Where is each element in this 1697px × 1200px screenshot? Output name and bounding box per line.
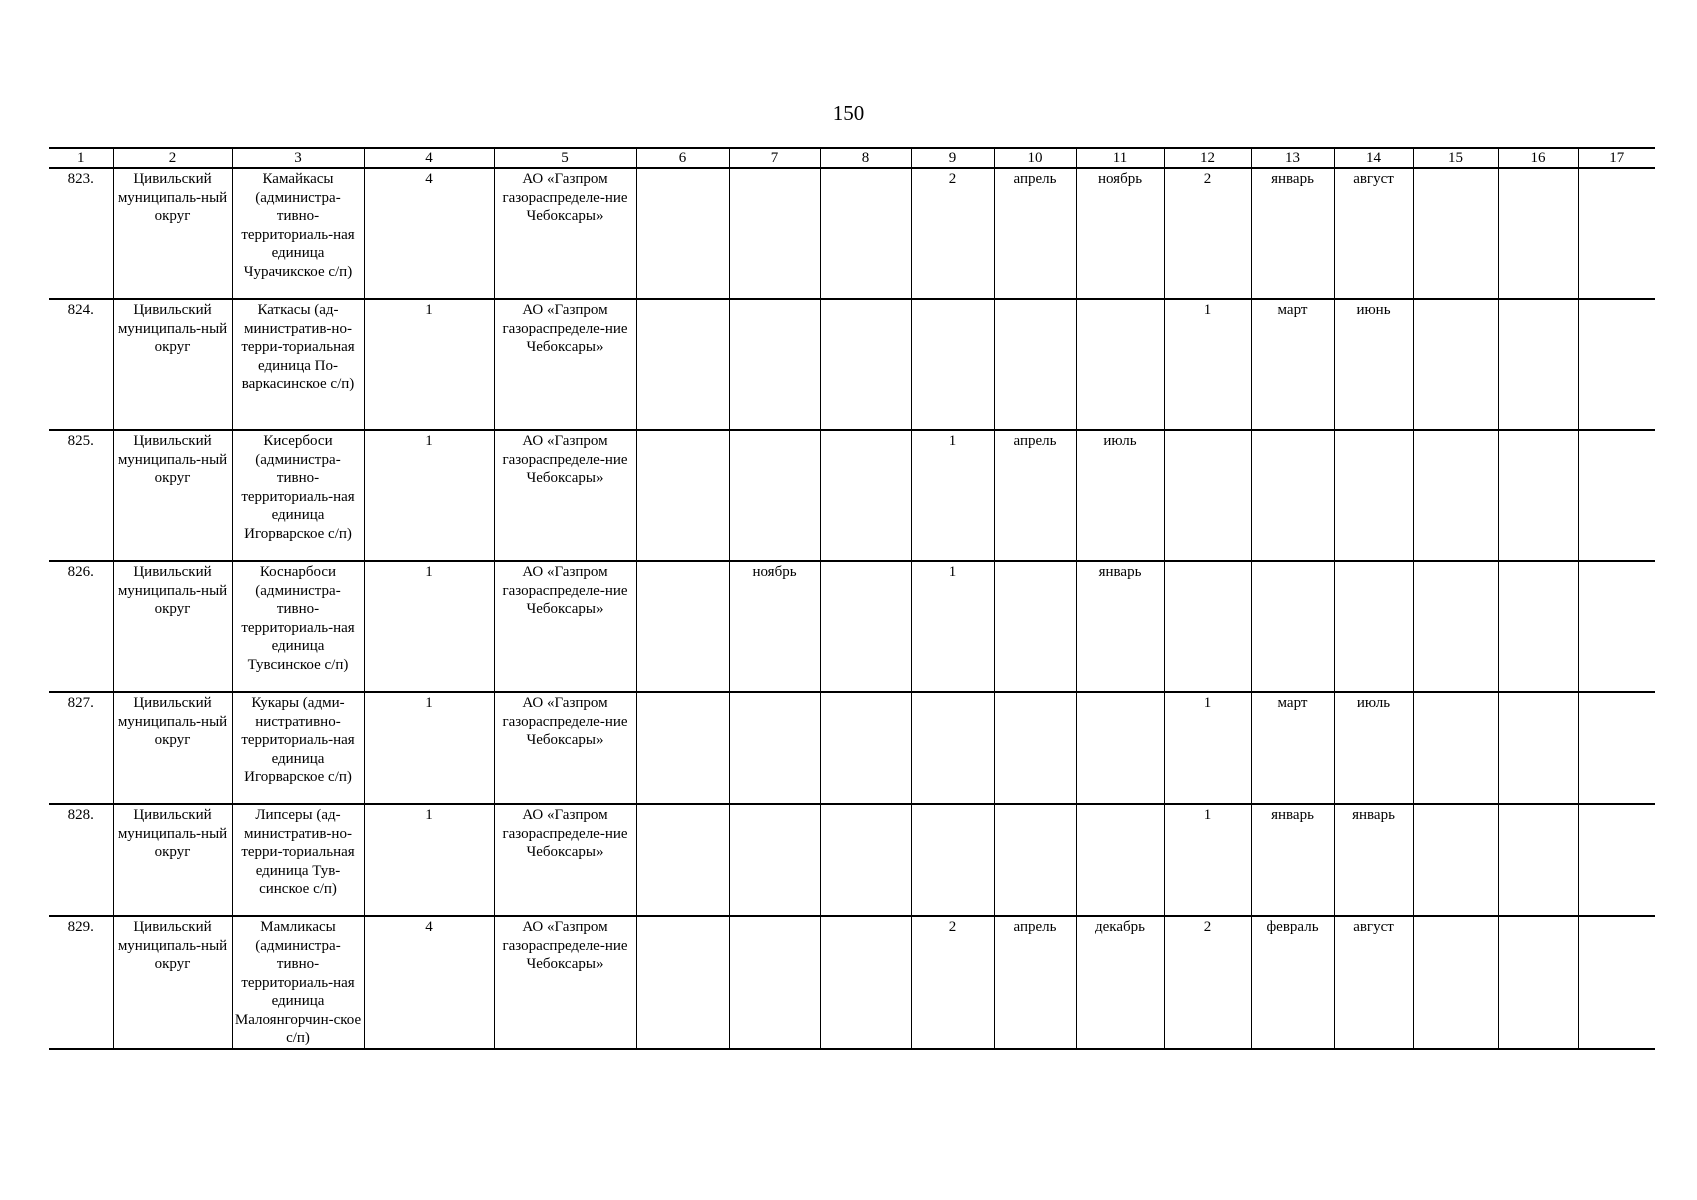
table-cell: 4 [364,916,494,1049]
table-cell: 2 [1164,916,1251,1049]
table-cell [1498,561,1578,692]
table-row [49,168,1655,299]
column-header: 14 [1334,148,1413,168]
column-header: 8 [820,148,911,168]
table-row [49,561,1655,692]
operator-cell: АО «Газпром газораспределе-ние Чебоксары» [494,804,636,916]
table-cell [820,168,911,299]
table-row [49,692,1655,804]
table-cell [729,168,820,299]
table-cell [1334,561,1413,692]
table-cell: 2 [1164,168,1251,299]
table-cell [729,299,820,430]
column-header: 17 [1578,148,1655,168]
table-body [49,168,1655,1049]
table-cell: апрель [994,916,1076,1049]
column-header: 6 [636,148,729,168]
column-header: 16 [1498,148,1578,168]
table-row [49,299,1655,430]
table-cell [1578,299,1655,430]
district-cell: Цивильский муниципаль-ный округ [113,299,232,430]
table-cell [1578,561,1655,692]
table-cell: январь [1076,561,1164,692]
table-cell [994,804,1076,916]
table-row [49,804,1655,916]
table-cell: ноябрь [1076,168,1164,299]
table-cell [636,804,729,916]
operator-cell: АО «Газпром газораспределе-ние Чебоксары» [494,299,636,430]
row-number-cell: 827. [49,692,113,804]
locality-cell: Кукары (адми-нистративно-территориаль-ная единица Игорварское с/п) [232,692,364,804]
table-cell: март [1251,692,1334,804]
table-cell [1498,804,1578,916]
table-cell [820,430,911,561]
row-number-cell: 823. [49,168,113,299]
table-cell: декабрь [1076,916,1164,1049]
table-cell: ноябрь [729,561,820,692]
table-cell: 1 [1164,804,1251,916]
table-cell [636,430,729,561]
table-row [49,916,1655,1049]
table-cell [729,804,820,916]
operator-cell: АО «Газпром газораспределе-ние Чебоксары» [494,430,636,561]
column-header: 11 [1076,148,1164,168]
table-cell [1498,916,1578,1049]
table-cell [1498,168,1578,299]
schedule-table [49,147,1655,1050]
table-cell [820,692,911,804]
table-header [49,148,1655,168]
district-cell: Цивильский муниципаль-ный округ [113,168,232,299]
table-cell: февраль [1251,916,1334,1049]
locality-cell: Мамликасы (администра-тивно-территориаль-ная единица Малоянгорчин-ское с/п) [232,916,364,1049]
table-cell [820,299,911,430]
table-cell [994,692,1076,804]
table-cell: январь [1251,168,1334,299]
locality-cell: Липсеры (ад-министратив-но-терри-ториальная единица Тув-синское с/п) [232,804,364,916]
table-cell: 1 [364,430,494,561]
table-cell [1076,804,1164,916]
table-cell: август [1334,916,1413,1049]
locality-cell: Коснарбоси (администра-тивно-территориаль-ная единица Тувсинское с/п) [232,561,364,692]
column-header: 15 [1413,148,1498,168]
table-cell [729,692,820,804]
row-number-cell: 825. [49,430,113,561]
table-cell [911,804,994,916]
table-cell [1164,430,1251,561]
table-cell [1578,692,1655,804]
column-header: 3 [232,148,364,168]
table-cell [729,430,820,561]
district-cell: Цивильский муниципаль-ный округ [113,692,232,804]
operator-cell: АО «Газпром газораспределе-ние Чебоксары» [494,916,636,1049]
table-row [49,430,1655,561]
table-cell [820,916,911,1049]
table-cell: 2 [911,168,994,299]
column-header: 5 [494,148,636,168]
table-cell [994,561,1076,692]
table-cell: 1 [1164,299,1251,430]
table-cell: март [1251,299,1334,430]
table-cell [636,916,729,1049]
table-cell [1498,299,1578,430]
table-cell: январь [1251,804,1334,916]
table-cell: июль [1334,692,1413,804]
table-cell [1413,916,1498,1049]
column-header: 9 [911,148,994,168]
page-number: 150 [832,101,865,125]
table-cell: 1 [911,430,994,561]
table-cell [1413,561,1498,692]
column-header: 7 [729,148,820,168]
table-cell [1076,692,1164,804]
table-cell [1413,168,1498,299]
district-cell: Цивильский муниципаль-ный округ [113,561,232,692]
table-cell [1498,430,1578,561]
table-cell [911,692,994,804]
table-cell [636,561,729,692]
table-cell [636,299,729,430]
table-cell [1251,561,1334,692]
table-cell [820,804,911,916]
operator-cell: АО «Газпром газораспределе-ние Чебоксары» [494,692,636,804]
table-cell [994,299,1076,430]
table-cell [1578,916,1655,1049]
table-cell [1578,168,1655,299]
table-cell: апрель [994,168,1076,299]
column-header: 4 [364,148,494,168]
table-cell: 1 [364,299,494,430]
column-header: 2 [113,148,232,168]
column-header: 13 [1251,148,1334,168]
table-cell: июль [1076,430,1164,561]
table-cell [1578,804,1655,916]
operator-cell: АО «Газпром газораспределе-ние Чебоксары» [494,168,636,299]
column-header: 10 [994,148,1076,168]
row-number-cell: 828. [49,804,113,916]
locality-cell: Каткасы (ад-министратив-но-терри-ториальная единица По-варкасинское с/п) [232,299,364,430]
table-cell: 1 [364,561,494,692]
table-cell [1413,430,1498,561]
table-cell: 2 [911,916,994,1049]
table-cell [1164,561,1251,692]
column-header: 12 [1164,148,1251,168]
table-cell [1413,804,1498,916]
table-cell [1413,692,1498,804]
table-cell: апрель [994,430,1076,561]
table-cell [636,692,729,804]
table-cell [636,168,729,299]
locality-cell: Камайкасы (администра-тивно-территориаль-ная единица Чурачикское с/п) [232,168,364,299]
table-cell: 1 [1164,692,1251,804]
table-cell [1076,299,1164,430]
table-cell: 1 [364,804,494,916]
table-cell [1251,430,1334,561]
table-cell [1413,299,1498,430]
district-cell: Цивильский муниципаль-ный округ [113,804,232,916]
district-cell: Цивильский муниципаль-ный округ [113,916,232,1049]
table-cell: август [1334,168,1413,299]
row-number-cell: 824. [49,299,113,430]
table-cell [820,561,911,692]
table-cell [1578,430,1655,561]
table-cell: июнь [1334,299,1413,430]
row-number-cell: 829. [49,916,113,1049]
table-cell [729,916,820,1049]
table-cell [1334,430,1413,561]
table-cell [911,299,994,430]
district-cell: Цивильский муниципаль-ный округ [113,430,232,561]
table-cell: 1 [911,561,994,692]
header-row [49,148,1655,168]
column-header: 1 [49,148,113,168]
locality-cell: Кисербоси (администра-тивно-территориаль-ная единица Игорварское с/п) [232,430,364,561]
table-cell [1498,692,1578,804]
row-number-cell: 826. [49,561,113,692]
operator-cell: АО «Газпром газораспределе-ние Чебоксары» [494,561,636,692]
table-cell: 1 [364,692,494,804]
table-cell: январь [1334,804,1413,916]
table-cell: 4 [364,168,494,299]
